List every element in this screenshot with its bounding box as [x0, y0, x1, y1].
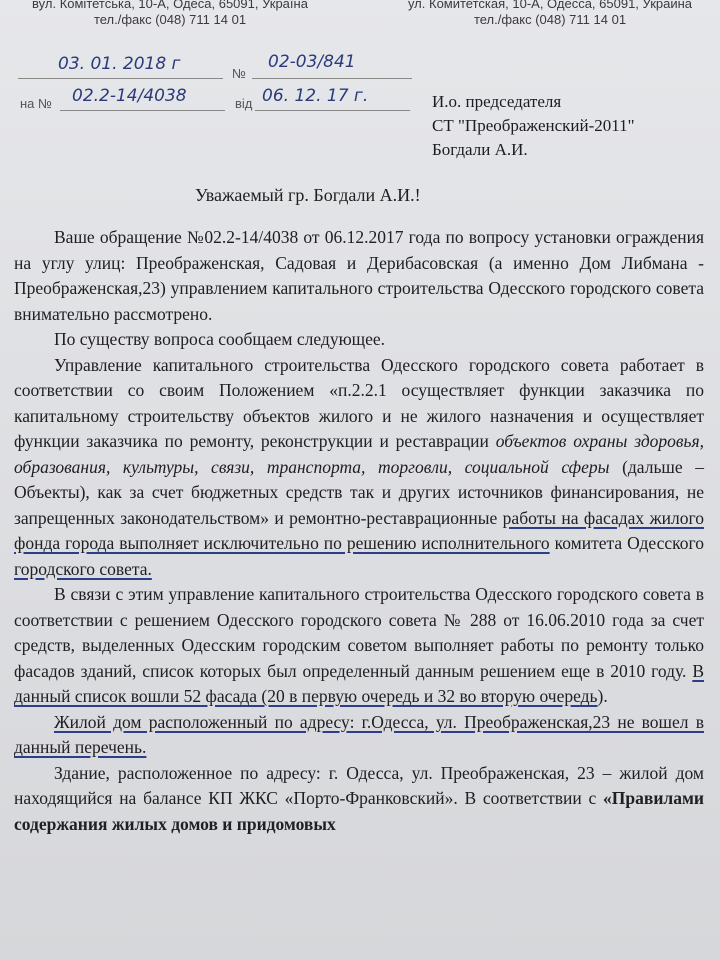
- outgoing-date: 03. 01. 2018 г: [58, 54, 181, 74]
- header-left: [20, 0, 320, 28]
- paragraph-3-part-a: Управление капитального строительства Одесского городского совета работает в соответствии со своим Положением «п.2.2.1 осуществляет функции заказчика по капитальному строительству объектов жилого и не жилого назначения и осуществляет функции заказчика по ремонту, реконструкции и реставрации: [14, 354, 704, 451]
- paragraph-4: [14, 582, 704, 710]
- addressee-organization: СТ "Преображенский-2011": [432, 116, 635, 135]
- paragraph-5-underlined: Жилой дом расположенный по адресу: г.Одесса, ул. Преображенская,23 не вошел в данный перечень.: [14, 711, 704, 757]
- reply-number-line: [60, 110, 225, 111]
- reply-to-label: на №: [20, 96, 52, 111]
- addressee-block: [432, 90, 635, 162]
- paragraph-1: Ваше обращение №02.2-14/4038 от 06.12.2017 года по вопросу установки ограждения на углу улиц: Преображенская, Садовая и Дерибасовская (а именно Дом Либмана - Преображенская,23) управлением капитального строительства Одесского городского совета внимательно рассмотрено.: [14, 227, 704, 324]
- number-label: №: [232, 66, 246, 81]
- paragraph-4-text: В связи с этим управление капитального строительства Одесского городского совета в соответствии с решением Одесского городского совета № 288 от 16.06.2010 года за счет средств, выделенных Одесским городским советом выполняет работы по ремонту только фасадов зданий, список которых был определенный данным решением еще в 2010 году.: [14, 584, 704, 681]
- paragraph-3-underlined: работы на фасадах жилого фонда города выполняет исключительно по решению исполнительного: [14, 507, 704, 553]
- paragraph-3-part-b: (дальше – Объекты), как за счет бюджетных средств так и других источников финансирования, не запрещенных законодательством» и ремонтно-реставрационные: [14, 456, 704, 528]
- paragraph-6-bold: «Правилами содержания жилых домов и придомовых: [14, 788, 704, 834]
- paragraph-3-italic: объектов охраны здоровья, образования, культуры, связи, транспорта, торговли, социальной сферы: [14, 431, 704, 477]
- header-right-address: ул. Комитетская, 10-А, Одесса, 65091, Украина: [407, 0, 693, 11]
- reply-number: 02.2-14/4038: [72, 86, 187, 106]
- header-right-phone: тел./факс (048) 711 14 01: [473, 12, 627, 27]
- reply-date: 06. 12. 17 г.: [262, 86, 369, 106]
- outgoing-number: 02-03/841: [268, 52, 356, 72]
- paragraph-3-underlined-end: городского совета.: [14, 558, 152, 579]
- addressee-name: Богдали А.И.: [432, 140, 528, 159]
- header-left-address: вул. Комітетська, 10-А, Одеса, 65091, Україна: [32, 0, 308, 11]
- header-left-phone: тел./факс (048) 711 14 01: [93, 12, 247, 27]
- header-right: [390, 0, 710, 28]
- paragraph-4-underlined: В данный список вошли 52 фасада (20 в первую очередь и 32 во вторую очередь: [14, 660, 705, 706]
- paragraph-2: По существу вопроса сообщаем следующее.: [54, 329, 386, 349]
- paragraph-5: [14, 710, 704, 761]
- paragraph-6: [14, 761, 704, 838]
- paragraph-3-part-c: комитета Одесского: [554, 533, 704, 553]
- reply-date-line: [255, 110, 410, 111]
- date-line: [18, 78, 223, 79]
- from-label: від: [235, 96, 253, 111]
- letter-body: [14, 225, 704, 837]
- addressee-position: И.о. председателя: [432, 92, 562, 111]
- paragraph-4-end: ).: [597, 686, 608, 706]
- paragraph-6-text: Здание, расположенное по адресу: г. Одесса, ул. Преображенская, 23 – жилой дом находящийся на балансе КП ЖКС «Порто-Франковский». В соответствии с: [14, 762, 704, 808]
- paragraph-3: [14, 353, 704, 583]
- number-line: [252, 78, 412, 79]
- salutation: Уважаемый гр. Богдали А.И.!: [195, 185, 421, 205]
